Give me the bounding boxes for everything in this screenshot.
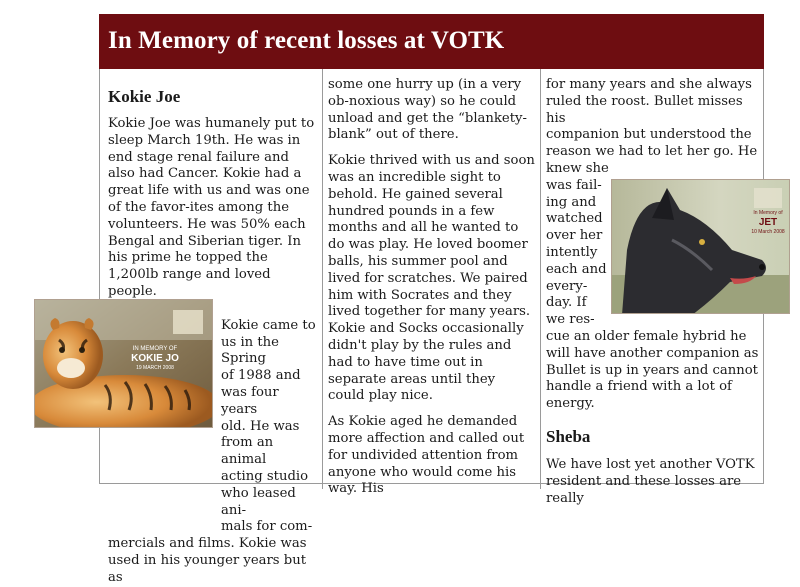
kokie-joe-paragraph-cont: some one hurry up (in a very ob-noxious way) so he could unload and get the “blankety-blank” out of there.: [328, 77, 527, 143]
section-heading-kokie-joe: Kokie Joe: [108, 87, 181, 106]
text-line: watched: [546, 211, 603, 227]
column-divider: [322, 69, 323, 489]
text-line: intently: [546, 244, 598, 260]
text-line: old. He was: [221, 418, 300, 434]
photo-caption-line: IN MEMORY OF: [132, 346, 178, 352]
tiger-image: [35, 300, 213, 428]
text-line: for many years and she always: [546, 77, 752, 92]
text-line: reason we had to let her go. He: [546, 144, 758, 160]
text-line: us in the Spring: [221, 334, 279, 367]
photo-caption-date: 19 MARCH 2008: [136, 365, 174, 371]
text-line: every-: [546, 278, 588, 294]
kokie-joe-paragraph-2: Kokie thrived with us and soon was an incredible sight to behold. He gained several hundred pounds in a few months and all he wanted to do was play. He loved boomer balls, his summer pool and lived for scratches. We paired him with Socrates and they lived together for many years. Kokie and Socks occasionally didn't play by the rules and had to have time out in separate areas until they could play nice.: [328, 153, 535, 404]
bullet-wrapped-text: [546, 178, 608, 329]
kokie-joe-paragraph: Kokie Joe was humanely put to sleep March 19th. He was in end stage renal failure and also had Cancer. Kokie had a great life with us and was one of the favor-ites among the volunteers. He was 50% each Bengal and Siberian tiger. In his prime he topped the 1,200lb range and loved people.: [108, 116, 315, 299]
text-line: companion but understood the: [546, 127, 752, 143]
photo-caption-name: JET: [758, 217, 778, 228]
bullet-paragraph-tail: cue an older female hybrid he will have another companion as Bullet is up in years and cannot handle a friend with a lot of energy.: [546, 328, 759, 412]
text-line: mals for com-: [221, 519, 313, 535]
kokie-joe-tiger-photo: [34, 299, 213, 428]
photo-caption-name: KOKIE JO: [131, 353, 179, 364]
wolf-image: [612, 180, 790, 314]
text-line: used in his younger years but as: [108, 552, 307, 585]
text-line: acting studio: [221, 468, 309, 484]
text-line: knew she: [546, 160, 609, 176]
text-line: Kokie came to: [221, 317, 316, 333]
memorial-banner: [99, 14, 764, 69]
article-column-2: [328, 69, 535, 498]
text-line: ruled the roost. Bullet misses his: [546, 93, 743, 126]
text-line: from an animal: [221, 435, 274, 468]
jet-wolf-photo: [611, 179, 790, 314]
text-line: mercials and films. Kokie was: [108, 536, 307, 552]
bullet-paragraph-top: [546, 77, 760, 178]
text-line: we res-: [546, 312, 595, 328]
text-line: each and: [546, 261, 607, 277]
text-line: was fail-: [546, 177, 602, 193]
text-line: ing and: [546, 194, 597, 210]
text-line: was four years: [221, 384, 279, 417]
sheba-paragraph: We have lost yet another VOTK resident and these losses are really: [546, 456, 755, 506]
text-line: day. If: [546, 295, 587, 311]
text-line: over her: [546, 228, 603, 244]
kokie-joe-paragraph-3: As Kokie aged he demanded more affection and called out for undivided attention from anyone who would come his way. His: [328, 414, 525, 497]
banner-title: In Memory of recent losses at VOTK: [108, 27, 505, 54]
text-line: who leased ani-: [221, 485, 296, 518]
column-divider: [540, 69, 541, 489]
text-line: of 1988 and: [221, 368, 301, 384]
photo-caption-date: 10 March 2008: [751, 229, 785, 235]
photo-caption-line: In Memory of: [753, 210, 783, 216]
section-heading-sheba: Sheba: [546, 426, 591, 446]
